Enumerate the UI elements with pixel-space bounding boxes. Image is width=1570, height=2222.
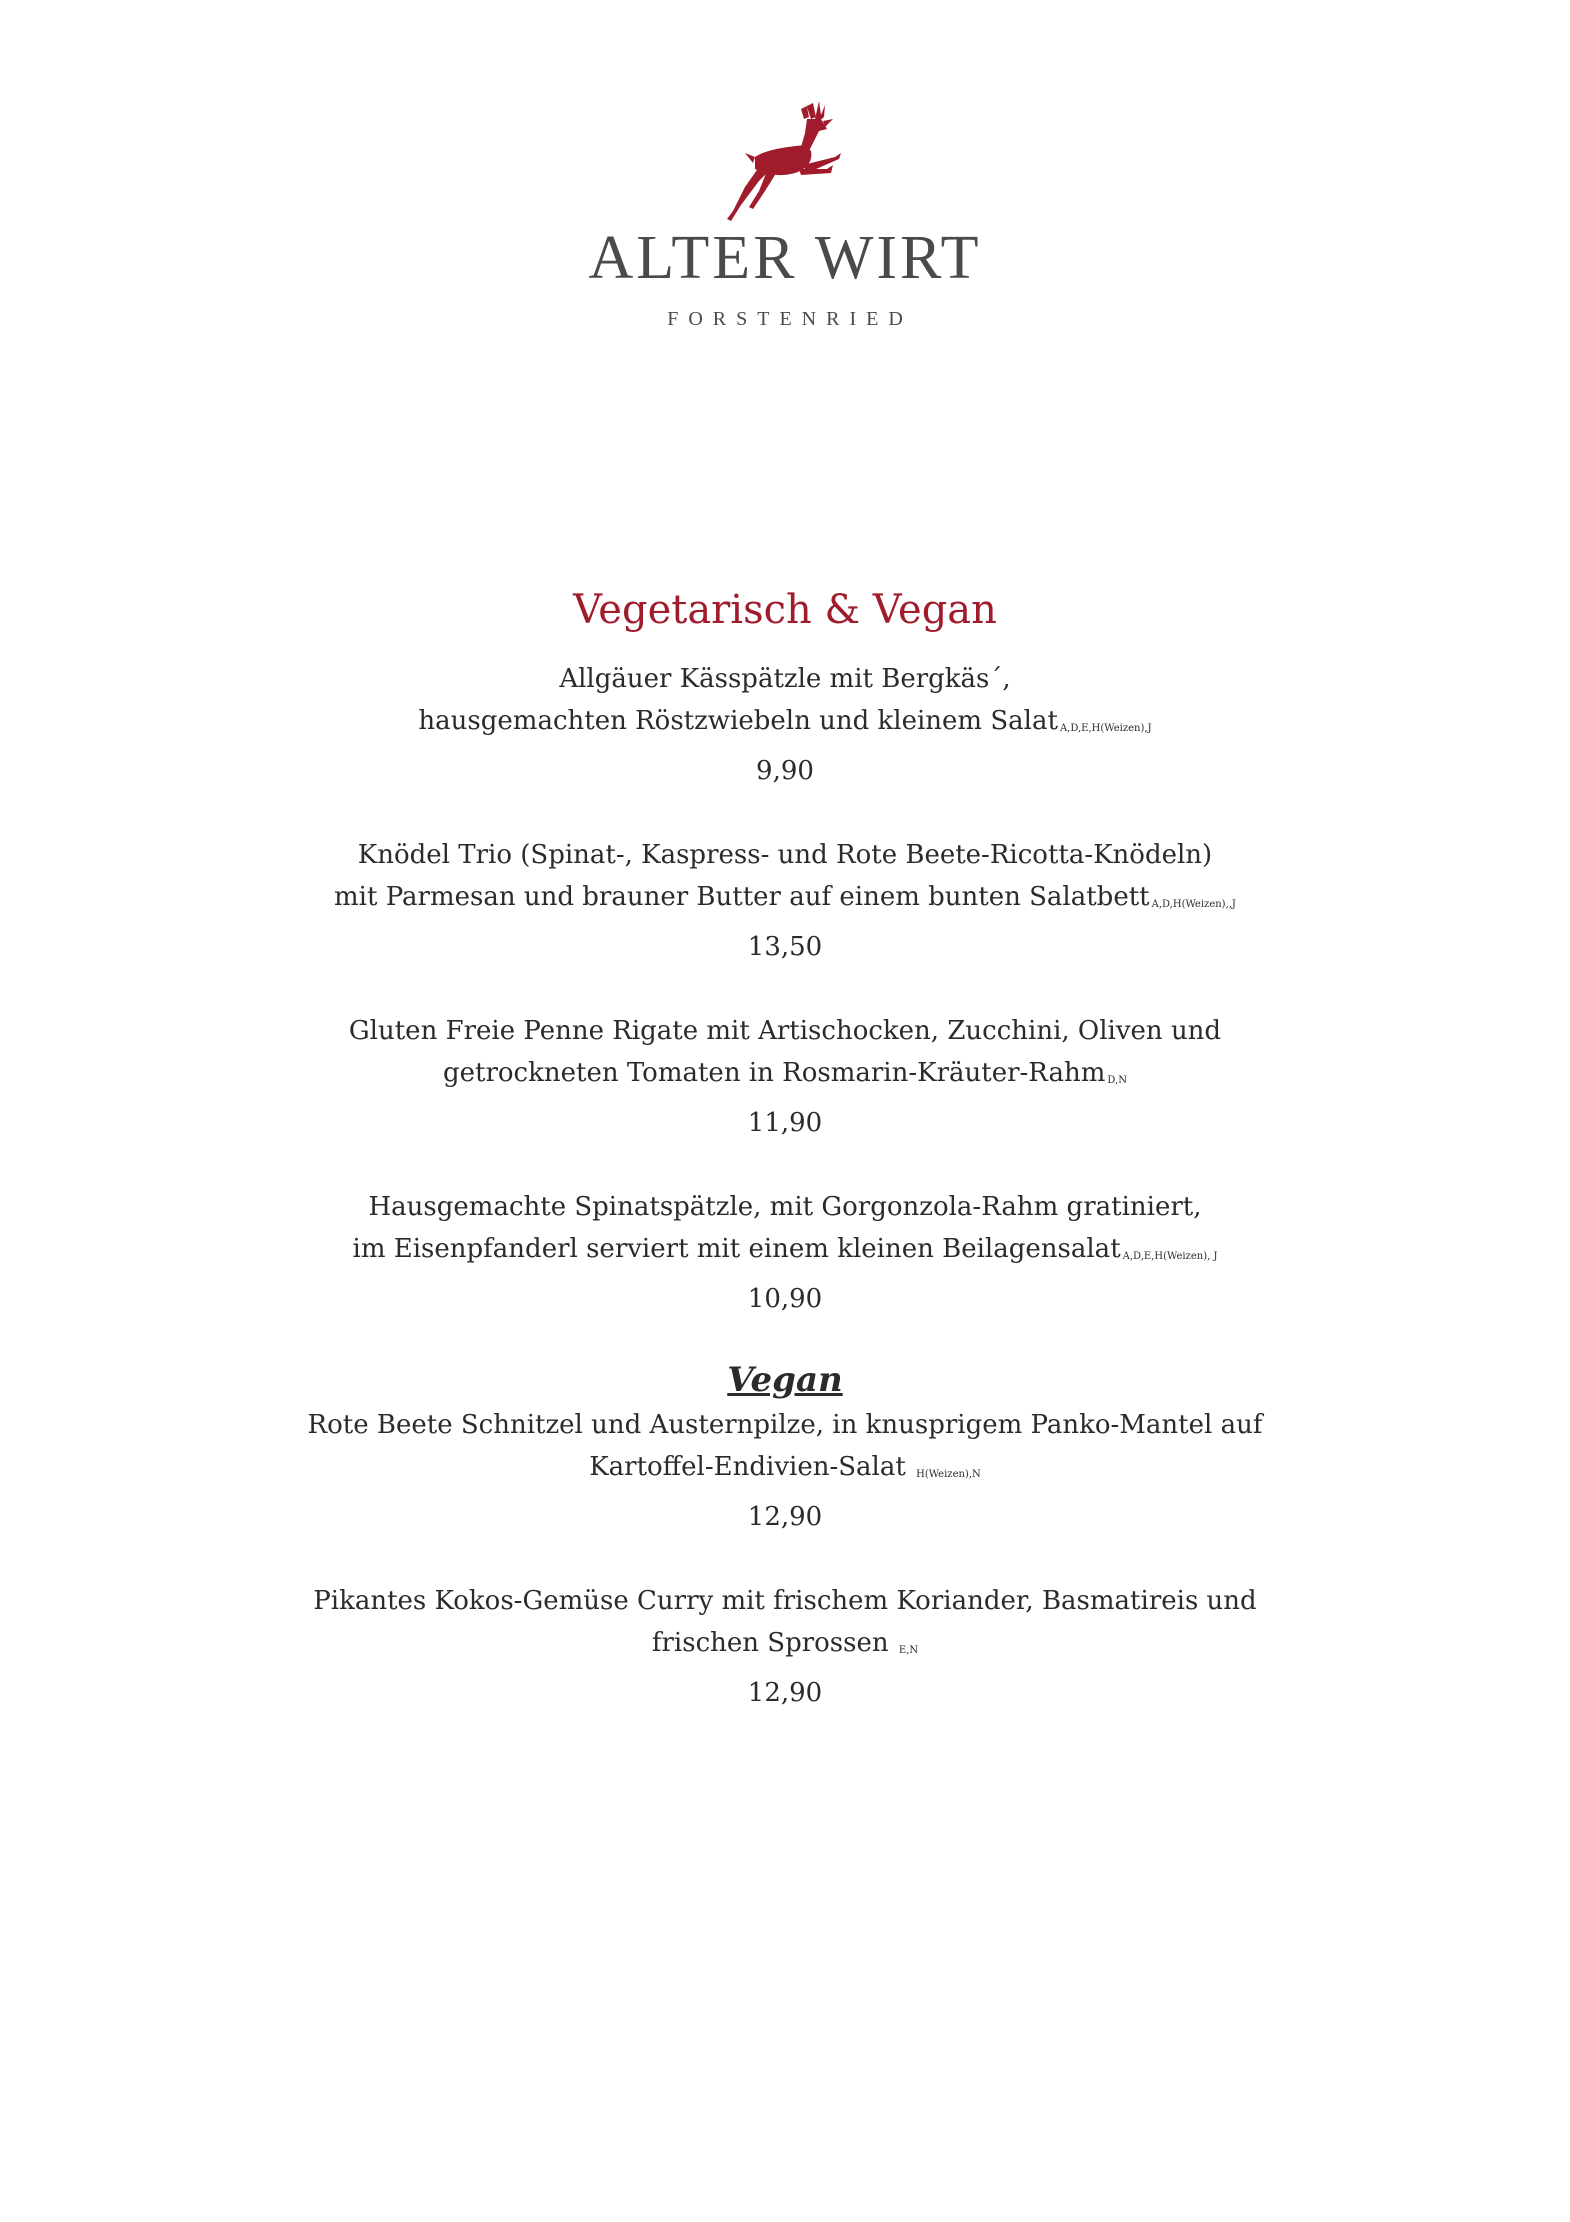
- dish-description-line: [0, 1446, 1570, 1496]
- dish-text: im Eisenpfanderl serviert mit einem kleinen Beilagensalat: [352, 1234, 1121, 1264]
- dish-price: 10,90: [747, 1284, 823, 1314]
- dish-price: 13,50: [747, 932, 823, 962]
- dish-description-line: [0, 1010, 1570, 1052]
- dish-text: Allgäuer Kässpätzle mit Bergkäs´,: [559, 664, 1011, 694]
- vegan-title: Vegan: [727, 1360, 843, 1400]
- restaurant-name: ALTER WIRT: [588, 224, 982, 292]
- dish-text: Gluten Freie Penne Rigate mit Artischocken, Zucchini, Oliven und: [348, 1016, 1222, 1046]
- menu-section: [0, 580, 1570, 1756]
- dish-text: Kartoffel-Endivien-Salat: [589, 1452, 915, 1482]
- allergen-codes: A,D,E,H(Weizen),J: [1059, 723, 1152, 734]
- menu-item: [0, 834, 1570, 968]
- dish-text: Pikantes Kokos-Gemüse Curry mit frischem Koriander, Basmatireis und: [313, 1586, 1257, 1616]
- dish-description-line: [0, 834, 1570, 876]
- allergen-codes: E,N: [898, 1645, 919, 1656]
- menu-item: [0, 658, 1570, 792]
- allergen-codes: H(Weizen),N: [916, 1469, 981, 1480]
- dish-price: 9,90: [756, 756, 814, 786]
- allergen-codes: D,N: [1107, 1075, 1127, 1086]
- allergen-codes: A,D,E,H(Weizen), J: [1122, 1251, 1218, 1262]
- vegan-dish-list: [0, 1404, 1570, 1714]
- dish-description-line: [0, 700, 1570, 750]
- dish-text: Hausgemachte Spinatspätzle, mit Gorgonzola-Rahm gratiniert,: [368, 1192, 1202, 1222]
- vegetarian-dish-list: [0, 658, 1570, 1320]
- restaurant-location: FORSTENRIED: [667, 308, 913, 330]
- restaurant-logo: [0, 95, 1570, 329]
- menu-item: [0, 1010, 1570, 1144]
- dish-description-line: [0, 1186, 1570, 1228]
- dish-description-line: [0, 876, 1570, 926]
- dish-price: 12,90: [747, 1678, 823, 1708]
- dish-description-line: [0, 1622, 1570, 1672]
- dish-text: Knödel Trio (Spinat-, Kaspress- und Rote Beete-Ricotta-Knödeln): [357, 840, 1213, 870]
- dish-description-line: [0, 1580, 1570, 1622]
- vegan-subsection: [0, 1348, 1570, 1714]
- dish-text: getrockneten Tomaten in Rosmarin-Kräuter-Rahm: [443, 1058, 1106, 1088]
- section-title: Vegetarisch & Vegan: [573, 587, 997, 633]
- dish-price: 12,90: [747, 1502, 823, 1532]
- dish-price: 11,90: [747, 1108, 823, 1138]
- menu-item: [0, 1404, 1570, 1538]
- dish-description-line: [0, 658, 1570, 700]
- dish-text: mit Parmesan und brauner Butter auf einem bunten Salatbett: [334, 882, 1150, 912]
- leaping-deer-icon: [715, 95, 855, 225]
- dish-text: hausgemachten Röstzwiebeln und kleinem Salat: [418, 706, 1058, 736]
- dish-text: Rote Beete Schnitzel und Austernpilze, in knusprigem Panko-Mantel auf: [307, 1410, 1263, 1440]
- dish-description-line: [0, 1228, 1570, 1278]
- dish-description-line: [0, 1052, 1570, 1102]
- menu-item: [0, 1580, 1570, 1714]
- allergen-codes: A,D,H(Weizen),,J: [1151, 899, 1236, 910]
- menu-item: [0, 1186, 1570, 1320]
- dish-description-line: [0, 1404, 1570, 1446]
- dish-text: frischen Sprossen: [651, 1628, 897, 1658]
